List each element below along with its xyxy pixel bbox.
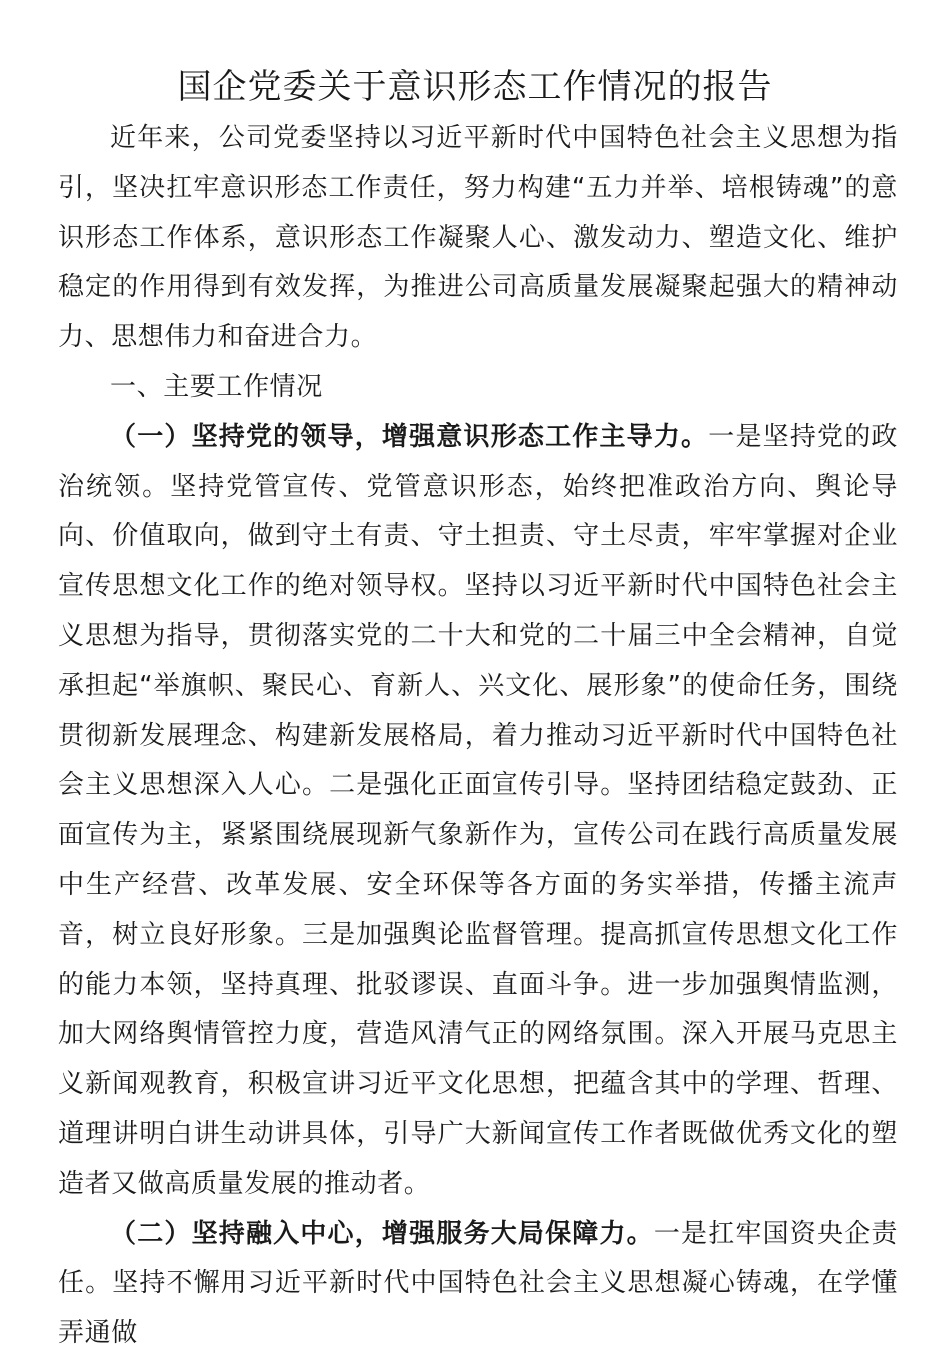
subsection-text: 一是扛牢国资央企责任。坚持不懈用习近平新时代中国特色社会主义思想凝心铸魂，在学懂弄通做 — [58, 1218, 898, 1349]
subsection-paragraph — [58, 413, 898, 1210]
section-heading: 一、主要工作情况 — [110, 371, 323, 402]
subsection-lead: （一）坚持党的领导，增强意识形态工作主导力。 — [110, 421, 709, 452]
intro-paragraph: 近年来，公司党委坚持以习近平新时代中国特色社会主义思想为指引，坚决扛牢意识形态工作责任，努力构建“五力并举、培根铸魂”的意识形态工作体系，意识形态工作凝聚人心、激发动力、塑造文化、维护稳定的作用得到有效发挥，为推进公司高质量发展凝聚起强大的精神动力、思想伟力和奋进合力。 — [58, 123, 898, 353]
document-title: 国企党委关于意识形态工作情况的报告 — [177, 67, 773, 107]
subsection-text: 一是坚持党的政治统领。坚持党管宣传、党管意识形态，始终把准政治方向、舆论导向、价值取向，做到守土有责、守土担责、守土尽责，牢牢掌握对企业宣传思想文化工作的绝对领导权。坚持以习近平新时代中国特色社会主义思想为指导，贯彻落实党的二十大和党的二十届三中全会精神，自觉承担起“举旗帜、聚民心、育新人、兴文化、展形象”的使命任务，围绕贯彻新发展理念、构建新发展格局，着力推动习近平新时代中国特色社会主义思想深入人心。二是强化正面宣传引导。坚持团结稳定鼓劲、正面宣传为主，紧紧围绕展现新气象新作为，宣传公司在践行高质量发展中生产经营、改革发展、安全环保等各方面的务实举措，传播主流声音，树立良好形象。三是加强舆论监督管理。提高抓宣传思想文化工作的能力本领，坚持真理、批驳谬误、直面斗争。进一步加强舆情监测，加大网络舆情管控力度，营造风清气正的网络氛围。深入开展马克思主义新闻观教育，积极宣讲习近平文化思想，把蕴含其中的学理、哲理、道理讲明白讲生动讲具体，引导广大新闻宣传工作者既做优秀文化的塑造者又做高质量发展的推动者。 — [58, 421, 899, 1199]
subsection-lead: （二）坚持融入中心，增强服务大局保障力。 — [110, 1218, 654, 1249]
document-body — [58, 114, 898, 1359]
subsection-paragraph — [58, 1210, 898, 1359]
